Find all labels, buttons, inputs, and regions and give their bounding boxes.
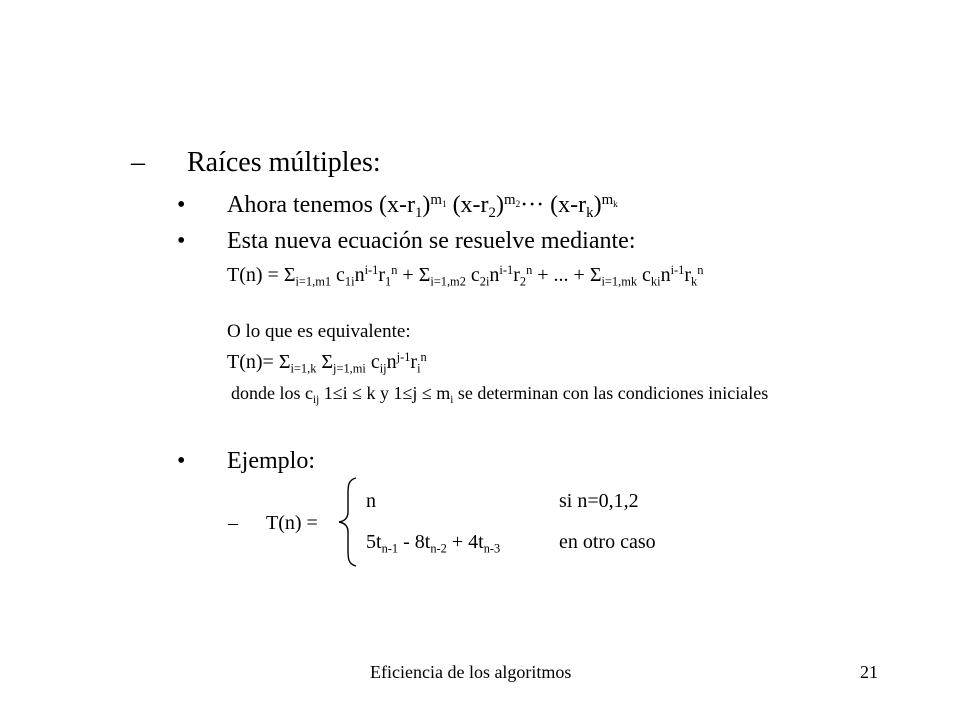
bullet-marker: • xyxy=(177,192,186,218)
bullet-ejemplo: Ejemplo: xyxy=(227,448,315,474)
formula-equivalent: $T(n)= \Sigma_{i=1,k}$ $\Sigma_{j=1,mi}$ $c_{ij}n^{j-1}r_i^n$ xyxy=(227,350,427,376)
bullet-marker: • xyxy=(177,228,186,254)
equivalent-text: O lo que es equivalente: xyxy=(227,321,411,342)
sigma-symbol: Σ xyxy=(283,264,296,286)
example-lhs: T(n) = xyxy=(266,512,318,534)
case1-expression: n xyxy=(366,490,376,512)
sigma-symbol: Σ xyxy=(418,264,431,286)
bullet-ahora-tenemos: Ahora tenemos $(x-r_1)^{m_1}$ $(x-r_2)^{m_2}\cdot\cdot\cdot (x-r_k)^{m_k}$ xyxy=(227,191,618,222)
sigma-symbol: Σ xyxy=(278,351,291,373)
footer-title: Eficiencia de los algoritmos xyxy=(370,662,572,682)
donde-text: donde los $c_{ij}$ 1≤i ≤ k y $1\le j \le m_i$ se determinan con las condiciones iniciales xyxy=(231,383,769,406)
example-dash: – xyxy=(228,512,238,534)
case2-condition: en otro caso xyxy=(559,531,656,553)
sigma-symbol: Σ xyxy=(321,351,334,373)
heading-dash: – xyxy=(131,147,145,178)
sigma-symbol: Σ xyxy=(589,264,602,286)
case1-condition: si n=0,1,2 xyxy=(559,490,639,512)
heading-raices-multiples: Raíces múltiples: xyxy=(187,147,381,178)
bullet-marker: • xyxy=(177,448,186,474)
page-number: 21 xyxy=(860,662,878,682)
formula-general-solution: $T(n) = \Sigma_{i=1,m1}$ $c_{1i}n^{i-1}r_1^n + \Sigma_{i=1,m2}$ $c_{2i}n^{i-1}r_2^n$ + ... + $\Sigma_{i=1,mk}$ $c_{ki}n^{i-1}r_k^n$ xyxy=(227,263,704,289)
bullet-ecuacion: Esta nueva ecuación se resuelve mediante: xyxy=(227,228,636,254)
left-brace-icon xyxy=(336,476,360,568)
case2-expression: $5t_{n-1} - 8t_{n-2} + 4t_{n-3}$ xyxy=(366,531,501,556)
